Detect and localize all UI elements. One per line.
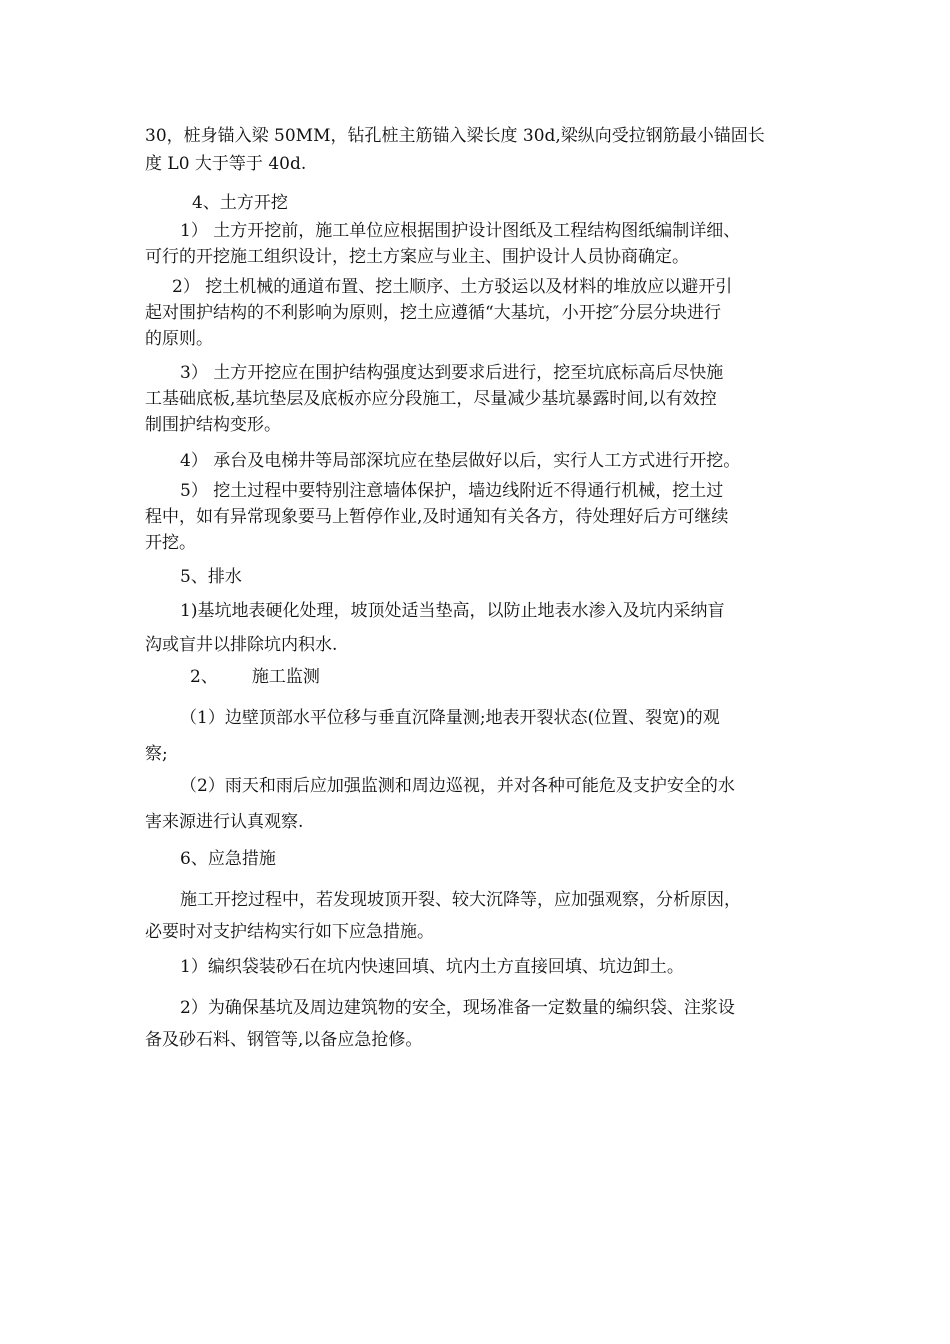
heading-text: 施工监测 xyxy=(251,667,320,687)
text-line: 4） 承台及电梯井等局部深坑应在垫层做好以后，实行人工方式进行开挖。 xyxy=(180,451,741,471)
text-line: 5） 挖土过程中要特别注意墙体保护，墙边线附近不得通行机械，挖土过 xyxy=(180,481,724,501)
text-line: 起对围护结构的不利影响为原则，挖土应遵循“大基坑，小开挖″分层分块进行 xyxy=(145,303,722,323)
text-line: 1）编织袋装砂石在坑内快速回填、坑内土方直接回填、坑边卸土。 xyxy=(180,957,684,977)
text-line: 1)基坑地表硬化处理，坡顶处适当垫高，以防止地表水渗入及坑内采纳盲 xyxy=(180,601,725,621)
paragraph-drainage-1 xyxy=(145,594,724,662)
heading-drainage: 5、排水 xyxy=(180,567,242,587)
paragraph-earthwork-5 xyxy=(145,478,728,556)
text-line: 的原则。 xyxy=(145,329,213,349)
text-line: 30，桩身锚入梁 50MM，钻孔桩主筋锚入梁长度 30d,梁纵向受拉钢筋最小锚固长 xyxy=(145,126,765,146)
text-line: 制围护结构变形。 xyxy=(145,415,281,435)
paragraph-emergency-intro xyxy=(145,884,741,948)
text-line: 1） 土方开挖前，施工单位应根据围护设计图纸及工程结构图纸编制详细、 xyxy=(180,221,741,241)
paragraph-earthwork-2 xyxy=(145,274,732,352)
text-line: 必要时对支护结构实行如下应急措施。 xyxy=(145,922,434,942)
text-line: 开挖。 xyxy=(145,533,196,553)
text-line: （2）雨天和雨后应加强监测和周边巡视，并对各种可能危及支护安全的水 xyxy=(180,776,735,796)
heading-earthwork: 4、土方开挖 xyxy=(192,193,288,213)
text-line: 沟或盲井以排除坑内积水. xyxy=(145,635,338,655)
paragraph-monitoring-2 xyxy=(145,768,735,840)
paragraph-monitoring-1 xyxy=(145,700,720,772)
text-line: 2）为确保基坑及周边建筑物的安全，现场准备一定数量的编织袋、注浆设 xyxy=(180,998,735,1018)
paragraph-emergency-2 xyxy=(145,992,735,1056)
paragraph-earthwork-1 xyxy=(145,218,740,270)
paragraph-emergency-1 xyxy=(145,954,684,980)
text-line: 2） 挖土机械的通道布置、挖土顺序、土方驳运以及材料的堆放应以避开引 xyxy=(172,277,733,297)
text-line: 程中，如有异常现象要马上暂停作业,及时通知有关各方，待处理好后方可继续 xyxy=(145,507,729,527)
text-line: 察; xyxy=(145,744,168,764)
heading-monitoring xyxy=(190,664,320,690)
text-line: （1）边壁顶部水平位移与垂直沉降量测;地表开裂状态(位置、裂宽)的观 xyxy=(180,708,720,728)
text-line: 备及砂石料、钢管等,以备应急抢修。 xyxy=(145,1030,423,1050)
text-line: 工基础底板,基坑垫层及底板亦应分段施工，尽量减少基坑暴露时间,以有效控 xyxy=(145,389,717,409)
paragraph-earthwork-3 xyxy=(145,360,723,438)
paragraph-intro xyxy=(145,122,765,178)
heading-number: 2、 xyxy=(190,667,218,687)
text-line: 度 L0 大于等于 40d. xyxy=(145,154,307,174)
heading-emergency: 6、应急措施 xyxy=(180,849,276,869)
text-line: 3） 土方开挖应在围护结构强度达到要求后进行，挖至坑底标高后尽快施 xyxy=(180,363,724,383)
text-line: 害来源进行认真观察. xyxy=(145,812,304,832)
text-line: 可行的开挖施工组织设计，挖土方案应与业主、围护设计人员协商确定。 xyxy=(145,247,689,267)
text-line: 施工开挖过程中，若发现坡顶开裂、较大沉降等，应加强观察，分析原因， xyxy=(180,890,741,910)
paragraph-earthwork-4 xyxy=(145,448,740,474)
